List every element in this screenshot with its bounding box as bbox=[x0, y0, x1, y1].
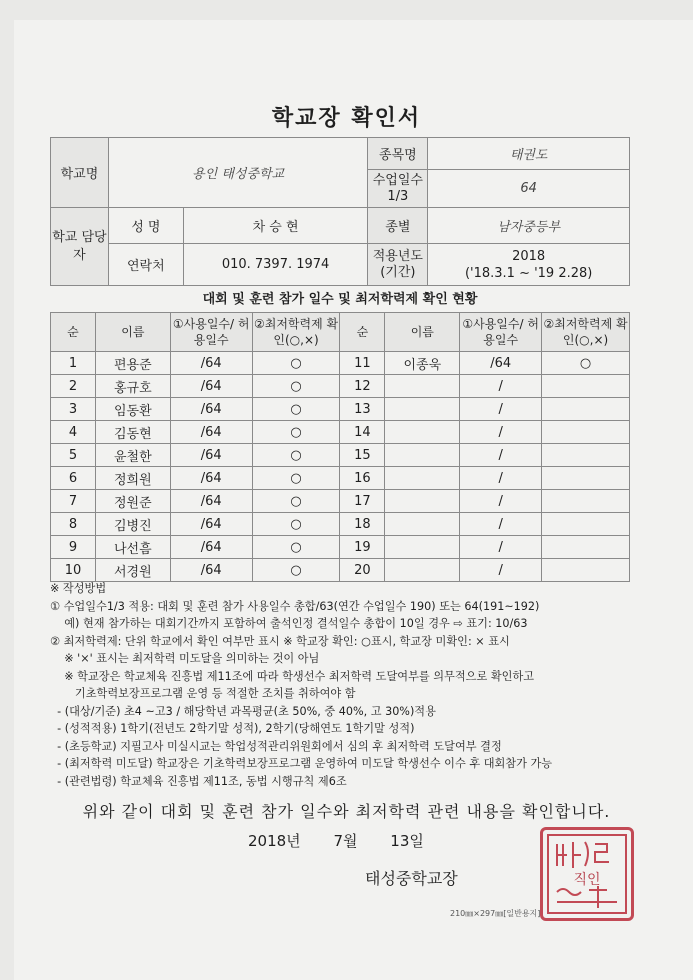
left-check-cell: ○ bbox=[252, 559, 340, 582]
year-cell bbox=[428, 244, 630, 286]
school-label: 학교명 bbox=[51, 138, 109, 208]
table-row bbox=[51, 444, 630, 467]
note-line: - (최저학력 미도달) 학교장은 기초학력보장프로그램 운영하여 미도달 학생선수 이수 후 대회참가 가능 bbox=[50, 757, 553, 770]
table-row bbox=[51, 490, 630, 513]
left-days-cell: /64 bbox=[170, 352, 252, 375]
left-no-cell: 7 bbox=[51, 490, 96, 513]
left-no-cell: 2 bbox=[51, 375, 96, 398]
left-no-cell: 3 bbox=[51, 398, 96, 421]
right-name-cell bbox=[385, 513, 460, 536]
left-check-cell: ○ bbox=[252, 398, 340, 421]
right-no-cell: 20 bbox=[340, 559, 385, 582]
right-days-cell: / bbox=[460, 536, 542, 559]
note-line: ※ 학교장은 학교체육 진흥법 제11조에 따라 학생선수 최저학력 도달여부를 의무적으로 확인하고 bbox=[50, 669, 535, 683]
table-row bbox=[51, 421, 630, 444]
period-value: ('18.3.1 ~ '19 2.28) bbox=[464, 265, 593, 281]
left-days-cell: /64 bbox=[170, 467, 252, 490]
right-check-cell bbox=[542, 490, 630, 513]
left-name-cell: 나선흠 bbox=[95, 536, 170, 559]
left-check-cell: ○ bbox=[252, 375, 340, 398]
name-label: 성 명 bbox=[108, 208, 183, 244]
left-days-cell: /64 bbox=[170, 444, 252, 467]
right-days-cell: / bbox=[460, 398, 542, 421]
right-no-cell: 17 bbox=[340, 490, 385, 513]
left-name-cell: 김동현 bbox=[95, 421, 170, 444]
header-name: 이름 bbox=[385, 313, 460, 352]
header-row bbox=[51, 313, 630, 352]
header-name: 이름 bbox=[95, 313, 170, 352]
header-no: 순 bbox=[51, 313, 96, 352]
left-name-cell: 정원준 bbox=[95, 490, 170, 513]
left-no-cell: 1 bbox=[51, 352, 96, 375]
participation-table bbox=[50, 312, 630, 582]
confirmation-text: 위와 같이 대회 및 훈련 참가 일수와 최저학력 관련 내용을 확인합니다. bbox=[82, 802, 611, 821]
principal-name: 태성중학교장 bbox=[365, 869, 458, 888]
right-days-cell: / bbox=[460, 375, 542, 398]
left-days-cell: /64 bbox=[170, 490, 252, 513]
date-year: 2018년 bbox=[248, 832, 301, 850]
seal-graphic bbox=[543, 830, 631, 918]
right-name-cell bbox=[385, 536, 460, 559]
writing-notes bbox=[50, 580, 650, 790]
right-days-cell: / bbox=[460, 559, 542, 582]
left-name-cell: 편용준 bbox=[95, 352, 170, 375]
date-month: 7월 bbox=[333, 832, 358, 850]
table-row bbox=[51, 536, 630, 559]
left-check-cell: ○ bbox=[252, 421, 340, 444]
date-day: 13일 bbox=[390, 832, 424, 850]
header-no: 순 bbox=[340, 313, 385, 352]
table-subtitle: 대회 및 훈련 참가 일수 및 최저학력제 확인 현황 bbox=[202, 292, 478, 307]
left-days-cell: /64 bbox=[170, 536, 252, 559]
note-line: - (성적적용) 1학기(전년도 2학기말 성적), 2학기(당해연도 1학기말 성적) bbox=[50, 722, 415, 735]
left-no-cell: 8 bbox=[51, 513, 96, 536]
right-name-cell bbox=[385, 444, 460, 467]
right-no-cell: 19 bbox=[340, 536, 385, 559]
note-line: ※ 작성방법 bbox=[50, 582, 107, 595]
right-no-cell: 14 bbox=[340, 421, 385, 444]
table-row bbox=[51, 375, 630, 398]
right-no-cell: 11 bbox=[340, 352, 385, 375]
right-days-cell: / bbox=[460, 513, 542, 536]
right-days-cell: / bbox=[460, 444, 542, 467]
right-name-cell bbox=[385, 398, 460, 421]
right-no-cell: 12 bbox=[340, 375, 385, 398]
official-seal bbox=[540, 827, 634, 921]
left-check-cell: ○ bbox=[252, 513, 340, 536]
left-check-cell: ○ bbox=[252, 536, 340, 559]
right-days-cell: / bbox=[460, 490, 542, 513]
note-line: ① 수업일수1/3 적용: 대회 및 훈련 참가 사용일수 총합/63(연간 수업일수 190) 또는 64(191~192) bbox=[50, 599, 540, 613]
right-check-cell bbox=[542, 421, 630, 444]
paper-size-info: 210㎜×297㎜[일반용지] bbox=[450, 909, 541, 918]
left-days-cell: /64 bbox=[170, 398, 252, 421]
category-value: 남자중등부 bbox=[428, 208, 630, 244]
header-days: ①사용일수/ 허용일수 bbox=[460, 313, 542, 352]
category-label: 종별 bbox=[368, 208, 428, 244]
left-no-cell: 4 bbox=[51, 421, 96, 444]
right-name-cell bbox=[385, 490, 460, 513]
note-line: - (대상/기준) 초4 ~고3 / 해당학년 과목평균(초 50%, 중 40%, 고 30%)적용 bbox=[50, 704, 436, 718]
note-line: 예) 현재 참가하는 대회기간까지 포함하여 출석인정 결석일수 총합이 10일 경우 ⇨ 표기: 10/63 bbox=[50, 617, 528, 630]
left-no-cell: 9 bbox=[51, 536, 96, 559]
left-name-cell: 홍규호 bbox=[95, 375, 170, 398]
year-value: 2018 bbox=[512, 248, 546, 264]
header-check: ②최저학력제 확인(○,×) bbox=[542, 313, 630, 352]
left-no-cell: 10 bbox=[51, 559, 96, 582]
header-days: ①사용일수/ 허용일수 bbox=[170, 313, 252, 352]
seal-text: 직인 bbox=[573, 872, 601, 888]
left-name-cell: 정희원 bbox=[95, 467, 170, 490]
left-days-cell: /64 bbox=[170, 559, 252, 582]
right-name-cell: 이종욱 bbox=[385, 352, 460, 375]
right-check-cell bbox=[542, 398, 630, 421]
left-no-cell: 6 bbox=[51, 467, 96, 490]
note-line: ② 최저학력제: 단위 학교에서 확인 여부만 표시 ※ 학교장 확인: ○표시, 학교장 미확인: × 표시 bbox=[50, 634, 510, 648]
left-no-cell: 5 bbox=[51, 444, 96, 467]
right-days-cell: / bbox=[460, 467, 542, 490]
days-label: 수업일수 1/3 bbox=[368, 170, 428, 208]
right-name-cell bbox=[385, 375, 460, 398]
note-line: ※ '×' 표시는 최저학력 미도달을 의미하는 것이 아님 bbox=[50, 652, 320, 665]
right-name-cell bbox=[385, 467, 460, 490]
left-check-cell: ○ bbox=[252, 467, 340, 490]
right-days-cell: / bbox=[460, 421, 542, 444]
left-name-cell: 임동환 bbox=[95, 398, 170, 421]
contact-label: 연락처 bbox=[108, 244, 183, 286]
right-check-cell bbox=[542, 375, 630, 398]
header-check: ②최저학력제 확인(○,×) bbox=[252, 313, 340, 352]
document-title: 학교장 확인서 bbox=[271, 106, 422, 131]
right-check-cell bbox=[542, 559, 630, 582]
issue-date bbox=[248, 830, 452, 851]
right-no-cell: 13 bbox=[340, 398, 385, 421]
note-line: - (관련법령) 학교체육 진흥법 제11조, 동법 시행규칙 제6조 bbox=[50, 774, 347, 788]
right-check-cell bbox=[542, 444, 630, 467]
left-days-cell: /64 bbox=[170, 421, 252, 444]
left-check-cell: ○ bbox=[252, 490, 340, 513]
table-row bbox=[51, 467, 630, 490]
note-line: - (초등학교) 지필고사 미실시교는 학업성적관리위원회에서 심의 후 최저학력 도달여부 결정 bbox=[50, 739, 502, 753]
right-no-cell: 18 bbox=[340, 513, 385, 536]
table-row bbox=[51, 352, 630, 375]
table-row bbox=[51, 559, 630, 582]
right-check-cell: ○ bbox=[542, 352, 630, 375]
right-check-cell bbox=[542, 467, 630, 490]
left-days-cell: /64 bbox=[170, 513, 252, 536]
left-days-cell: /64 bbox=[170, 375, 252, 398]
sport-value: 태권도 bbox=[428, 138, 630, 170]
note-line: 기초학력보장프로그램 운영 등 적절한 조치를 취하여야 함 bbox=[50, 687, 356, 700]
name-value: 차 승 현 bbox=[183, 208, 368, 244]
left-name-cell: 윤철한 bbox=[95, 444, 170, 467]
left-check-cell: ○ bbox=[252, 444, 340, 467]
school-value: 용인 태성중학교 bbox=[108, 138, 368, 208]
info-table bbox=[50, 137, 630, 286]
right-name-cell bbox=[385, 421, 460, 444]
right-check-cell bbox=[542, 513, 630, 536]
table-row bbox=[51, 513, 630, 536]
sport-label: 종목명 bbox=[368, 138, 428, 170]
left-check-cell: ○ bbox=[252, 352, 340, 375]
left-name-cell: 김병진 bbox=[95, 513, 170, 536]
right-name-cell bbox=[385, 559, 460, 582]
contact-value: 010. 7397. 1974 bbox=[183, 244, 368, 286]
right-check-cell bbox=[542, 536, 630, 559]
year-label: 적용년도 (기간) bbox=[368, 244, 428, 286]
left-name-cell: 서경원 bbox=[95, 559, 170, 582]
days-value: 64 bbox=[428, 170, 630, 208]
right-days-cell: /64 bbox=[460, 352, 542, 375]
table-row bbox=[51, 398, 630, 421]
right-no-cell: 15 bbox=[340, 444, 385, 467]
manager-label: 학교 담당자 bbox=[51, 208, 109, 286]
right-no-cell: 16 bbox=[340, 467, 385, 490]
